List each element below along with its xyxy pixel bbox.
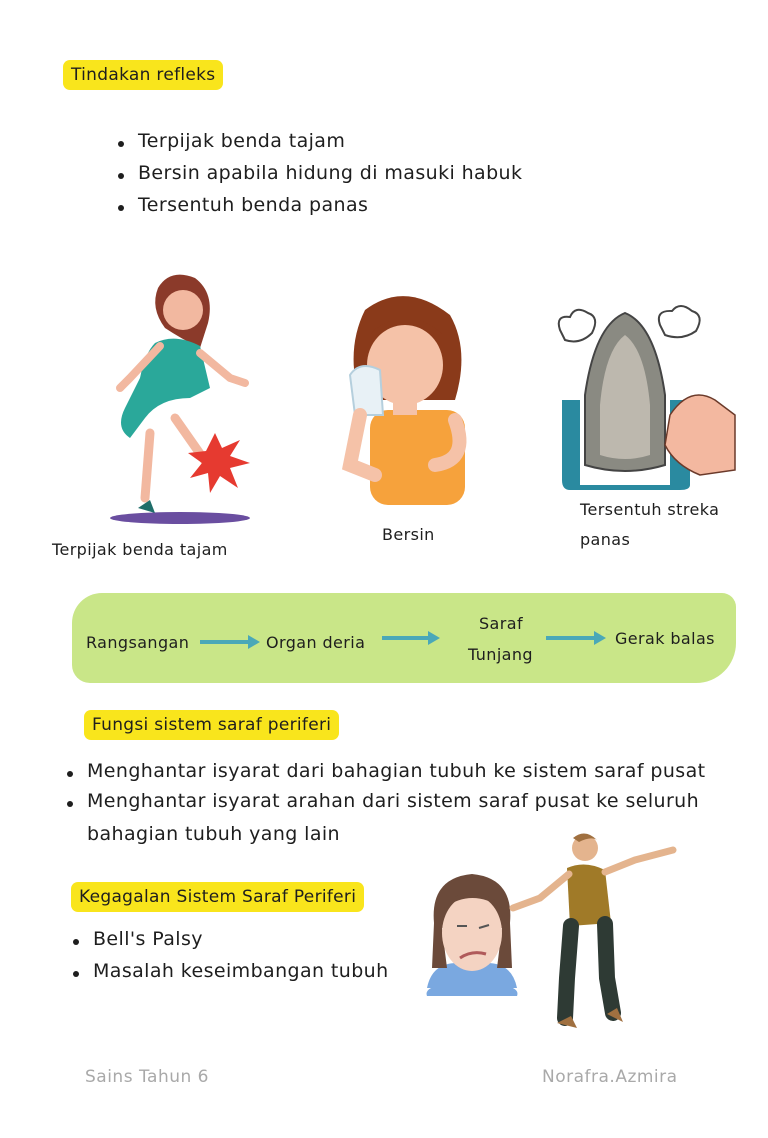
footer-author: Norafra.Azmira bbox=[542, 1067, 678, 1087]
function-list bbox=[87, 760, 705, 812]
girl-sneezing-illustration bbox=[335, 290, 475, 505]
list-item: Menghantar isyarat arahan dari sistem saraf pusat ke seluruh bbox=[87, 790, 705, 812]
list-item: Bell's Palsy bbox=[93, 928, 389, 950]
reflex-list bbox=[138, 130, 522, 216]
flow-step-sense-organ: Organ deria bbox=[266, 633, 366, 652]
flow-arrow-icon bbox=[382, 631, 440, 645]
failure-heading: Kegagalan Sistem Saraf Periferi bbox=[71, 882, 364, 912]
function-item-continued: bahagian tubuh yang lain bbox=[87, 823, 341, 845]
footer-subject: Sains Tahun 6 bbox=[85, 1067, 209, 1087]
woman-stepping-illustration bbox=[100, 268, 260, 528]
flow-step-response: Gerak balas bbox=[615, 629, 715, 648]
list-item: Bersin apabila hidung di masuki habuk bbox=[138, 162, 523, 184]
hot-iron-illustration bbox=[550, 305, 740, 490]
flow-step-spinal-cord-line1: Saraf bbox=[479, 614, 523, 633]
flow-step-stimulus: Rangsangan bbox=[86, 633, 190, 652]
flow-arrow-icon bbox=[200, 635, 260, 649]
list-item: Terpijak benda tajam bbox=[138, 130, 522, 152]
iron-caption-line1: Tersentuh streka bbox=[580, 500, 720, 519]
function-heading: Fungsi sistem saraf periferi bbox=[84, 710, 339, 740]
list-item: Masalah keseimbangan tubuh bbox=[93, 960, 389, 982]
flow-arrow-icon bbox=[546, 631, 606, 645]
flow-step-spinal-cord-line2: Tunjang bbox=[468, 645, 533, 664]
iron-caption-line2: panas bbox=[580, 530, 631, 549]
failure-list bbox=[93, 928, 389, 982]
list-item: Tersentuh benda panas bbox=[138, 194, 522, 216]
balance-problem-illustration bbox=[505, 828, 680, 1038]
list-item: Menghantar isyarat dari bahagian tubuh ke sistem saraf pusat bbox=[87, 760, 706, 782]
sneeze-caption: Bersin bbox=[382, 525, 435, 544]
reflex-heading: Tindakan refleks bbox=[63, 60, 223, 90]
step-caption: Terpijak benda tajam bbox=[52, 540, 228, 559]
